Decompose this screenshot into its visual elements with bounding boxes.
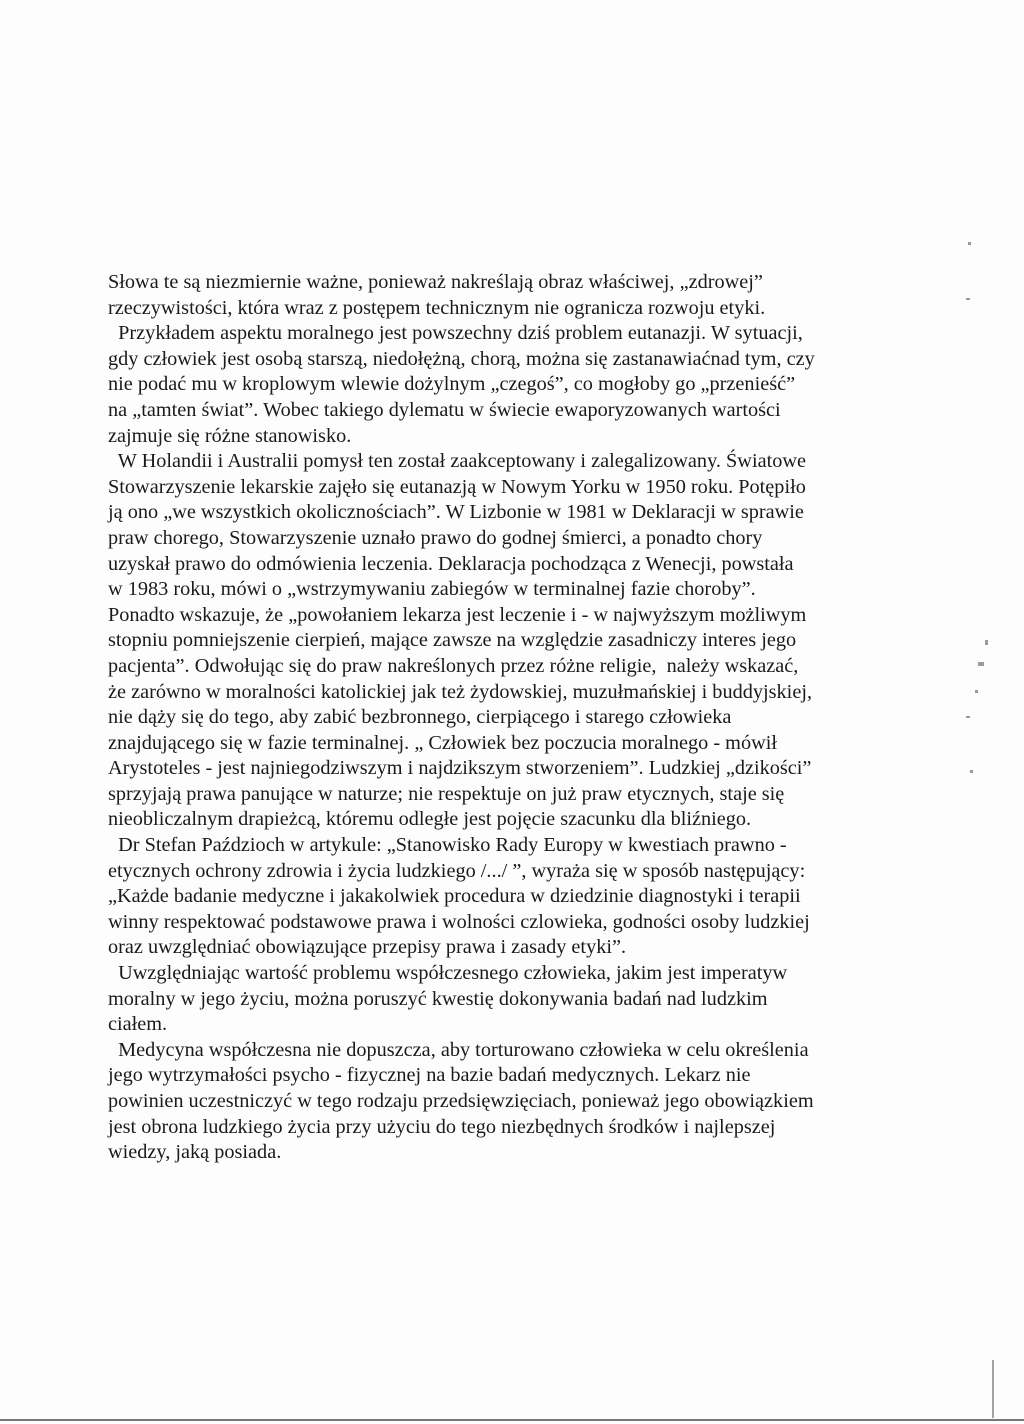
scan-speck: [978, 662, 984, 666]
text-line: sprzyjają prawa panujące w naturze; nie respektuje on już praw etycznych, staje się: [108, 782, 785, 805]
text-line: Ponadto wskazuje, że „powołaniem lekarza jest leczenie i - w najwyższym możliwym: [108, 603, 807, 626]
text-line: winny respektować podstawowe prawa i wolności czlowieka, godności osoby ludzkiej: [108, 910, 810, 933]
scan-speck: [966, 298, 970, 300]
text-line: oraz uwzględniać obowiązujące przepisy prawa i zasady etyki”.: [108, 936, 627, 959]
text-line: Dr Stefan Paździoch w artykule: „Stanowisko Rady Europy w kwestiach prawno -: [108, 834, 787, 857]
text-line: Przykładem aspektu moralnego jest powszechny dziś problem eutanazji. W sytuacji,: [108, 322, 803, 345]
text-line: ją ono „we wszystkich okolicznościach”. W Lizbonie w 1981 w Deklaracji w sprawie: [108, 501, 804, 524]
text-line: jest obrona ludzkiego życia przy użyciu do tego niezbędnych środków i najlepszej: [108, 1115, 776, 1138]
text-line: ciałem.: [108, 1013, 168, 1036]
text-line: jego wytrzymałości psycho - fizycznej na bazie badań medycznych. Lekarz nie: [108, 1064, 751, 1087]
scan-edge: [992, 1360, 994, 1418]
text-line: w 1983 roku, mówi o „wstrzymywaniu zabiegów w terminalnej fazie choroby”.: [108, 578, 756, 601]
scan-speck: [966, 716, 970, 718]
text-line: wiedzy, jaką posiada.: [108, 1141, 282, 1164]
text-line: pacjenta”. Odwołując się do praw nakreślonych przez różne religie, należy wskazać,: [108, 654, 799, 677]
text-line: na „tamten świat”. Wobec takiego dylematu w świecie ewaporyzowanych wartości: [108, 398, 781, 421]
text-line: że zarówno w moralności katolickiej jak też żydowskiej, muzułmańskiej i buddyjskiej,: [108, 680, 813, 703]
text-line: Medycyna współczesna nie dopuszcza, aby torturowano człowieka w celu określenia: [108, 1038, 809, 1061]
text-line: zajmuje się różne stanowisko.: [108, 424, 352, 447]
text-line: praw chorego, Stowarzyszenie uznało prawo do godnej śmierci, a ponadto chory: [108, 526, 763, 549]
text-line: Słowa te są niezmiernie ważne, ponieważ nakreślają obraz właściwej, „zdrowej”: [108, 271, 763, 293]
text-line: uzyskał prawo do odmówienia leczenia. Deklaracja pochodząca z Wenecji, powstała: [108, 552, 794, 575]
scan-speck: [985, 640, 988, 645]
scan-speck: [970, 770, 973, 773]
text-line: nieobliczalnym drapieżcą, któremu odległe jest pojęcie szacunku dla bliźniego.: [108, 808, 752, 831]
scan-bottom-edge: [0, 1419, 1024, 1421]
document-body: [108, 270, 898, 1166]
text-line: gdy człowiek jest osobą starszą, niedołężną, chorą, można się zastanawiaćnad tym, czy: [108, 347, 815, 370]
text-line: Arystoteles - jest najniegodziwszym i najdzikszym stworzeniem”. Ludzkiej „dzikości”: [108, 757, 812, 780]
text-line: „Każde badanie medyczne i jakakolwiek procedura w dziedzinie diagnostyki i terapii: [108, 885, 801, 908]
text-line: Stowarzyszenie lekarskie zajęło się eutanazją w Nowym Yorku w 1950 roku. Potępiło: [108, 475, 806, 498]
text-line: etycznych ochrony zdrowia i życia ludzkiego /.../ ”, wyraża się w sposób następujący:: [108, 859, 806, 882]
scan-speck: [975, 690, 978, 693]
text-line: stopniu pomniejszenie cierpień, mające zawsze na względzie zasadniczy interes jego: [108, 629, 797, 652]
text-line: moralny w jego życiu, można poruszyć kwestię dokonywania badań nad ludzkim: [108, 987, 768, 1010]
scan-speck: [968, 242, 971, 245]
text-line: nie dąży się do tego, aby zabić bezbronnego, cierpiącego i starego człowieka: [108, 706, 732, 729]
text-line: W Holandii i Australii pomysł ten został zaakceptowany i zalegalizowany. Światowe: [108, 450, 807, 473]
text-line: Uwzględniając wartość problemu współczesnego człowieka, jakim jest imperatyw: [108, 962, 788, 985]
text-line: powinien uczestniczyć w tego rodzaju przedsięwzięciach, ponieważ jego obowiązkiem: [108, 1090, 814, 1112]
text-line: nie podać mu w kroplowym wlewie dożylnym „czegoś”, co mogłoby go „przenieść”: [108, 373, 796, 396]
text-line: rzeczywistości, która wraz z postępem technicznym nie ogranicza rozwoju etyki.: [108, 296, 766, 319]
text-line: znajdującego się w fazie terminalnej. „ Człowiek bez poczucia moralnego - mówił: [108, 731, 778, 754]
